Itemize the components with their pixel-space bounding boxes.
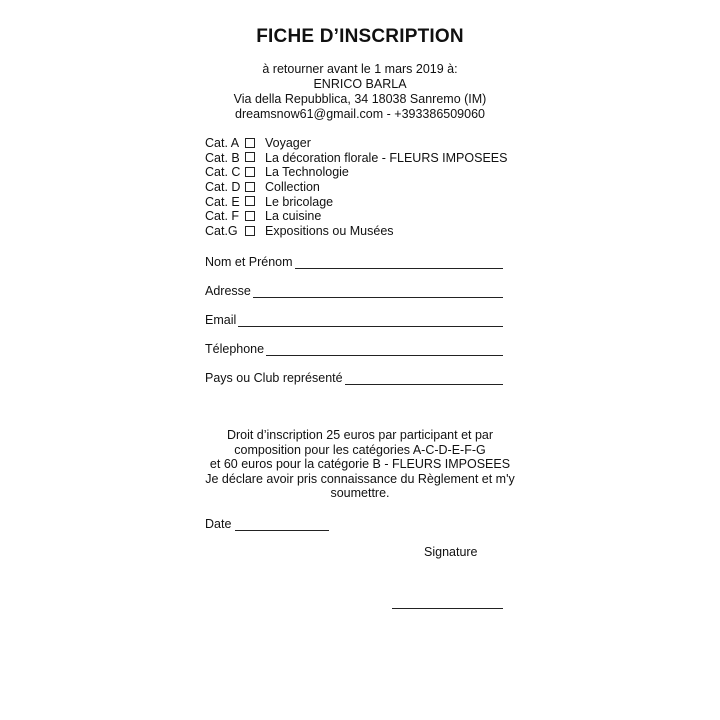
category-a-checkbox[interactable]	[245, 138, 255, 148]
recipient-street: Via della Repubblica, 34 18038 Sanremo (IM)	[233, 92, 487, 106]
address-input-line[interactable]	[253, 281, 503, 298]
recipient-contact: dreamsnow61@gmail.com - +393386509060	[235, 107, 485, 121]
category-row-c	[205, 165, 507, 180]
email-input-line[interactable]	[238, 310, 503, 327]
category-name: La cuisine	[265, 209, 322, 224]
form-title: FICHE D’INSCRIPTION	[256, 26, 464, 47]
category-row-b	[205, 151, 507, 166]
category-code: Cat. B	[205, 150, 240, 165]
signature-line[interactable]	[392, 608, 503, 609]
category-name: Collection	[265, 180, 320, 195]
category-name: Expositions ou Musées	[265, 224, 394, 239]
fee-note-line: composition pour les catégories A-C-D-E-F-G	[234, 442, 486, 457]
category-name: Le bricolage	[265, 194, 334, 209]
category-code: Cat. E	[205, 194, 240, 209]
date-field-label: Date	[205, 517, 232, 531]
phone-field[interactable]	[205, 340, 503, 356]
date-field[interactable]	[205, 515, 329, 531]
fee-note-line: Droit d’inscription 25 euros par participant et par	[226, 428, 494, 442]
category-code: Cat.G	[205, 224, 238, 239]
category-name: La Technologie	[265, 165, 349, 180]
country-club-input-line[interactable]	[345, 368, 503, 385]
return-deadline: à retourner avant le 1 mars 2019 à:	[262, 62, 458, 76]
category-row-f	[205, 209, 507, 224]
category-name: Voyager	[265, 136, 311, 150]
signature-label: Signature	[424, 545, 478, 559]
category-c-checkbox[interactable]	[245, 167, 255, 177]
recipient-name: ENRICO BARLA	[313, 77, 407, 91]
declaration-line: soumettre.	[330, 486, 390, 501]
fee-note-line: et 60 euros pour la catégorie B - FLEURS IMPOSEES	[209, 457, 511, 472]
country-club-field[interactable]	[205, 369, 503, 385]
category-f-checkbox[interactable]	[245, 211, 255, 221]
date-input-line[interactable]	[235, 514, 329, 531]
category-code: Cat. C	[205, 165, 241, 180]
category-row-a	[205, 136, 507, 151]
email-field[interactable]	[205, 311, 503, 327]
category-name: La décoration florale - FLEURS IMPOSEES	[265, 150, 508, 165]
category-row-d	[205, 180, 507, 195]
address-field[interactable]	[205, 282, 503, 298]
category-b-checkbox[interactable]	[245, 152, 255, 162]
email-field-label: Email	[205, 313, 237, 327]
category-row-e	[205, 195, 507, 210]
name-field[interactable]	[205, 253, 503, 269]
category-d-checkbox[interactable]	[245, 182, 255, 192]
declaration-line: Je déclare avoir pris connaissance du Règlement et m'y	[205, 471, 515, 486]
country-club-field-label: Pays ou Club représenté	[205, 371, 343, 385]
address-field-label: Adresse	[205, 284, 251, 298]
phone-input-line[interactable]	[266, 339, 503, 356]
category-code: Cat. A	[205, 136, 240, 150]
return-address-block	[0, 62, 720, 122]
category-row-g	[205, 224, 507, 239]
category-list	[205, 136, 507, 239]
name-field-label: Nom et Prénom	[205, 255, 293, 269]
fee-notes	[0, 428, 720, 501]
category-code: Cat. F	[205, 209, 240, 224]
phone-field-label: Télephone	[205, 342, 265, 356]
name-input-line[interactable]	[295, 252, 503, 269]
category-g-checkbox[interactable]	[245, 226, 255, 236]
category-e-checkbox[interactable]	[245, 196, 255, 206]
category-code: Cat. D	[205, 180, 241, 195]
